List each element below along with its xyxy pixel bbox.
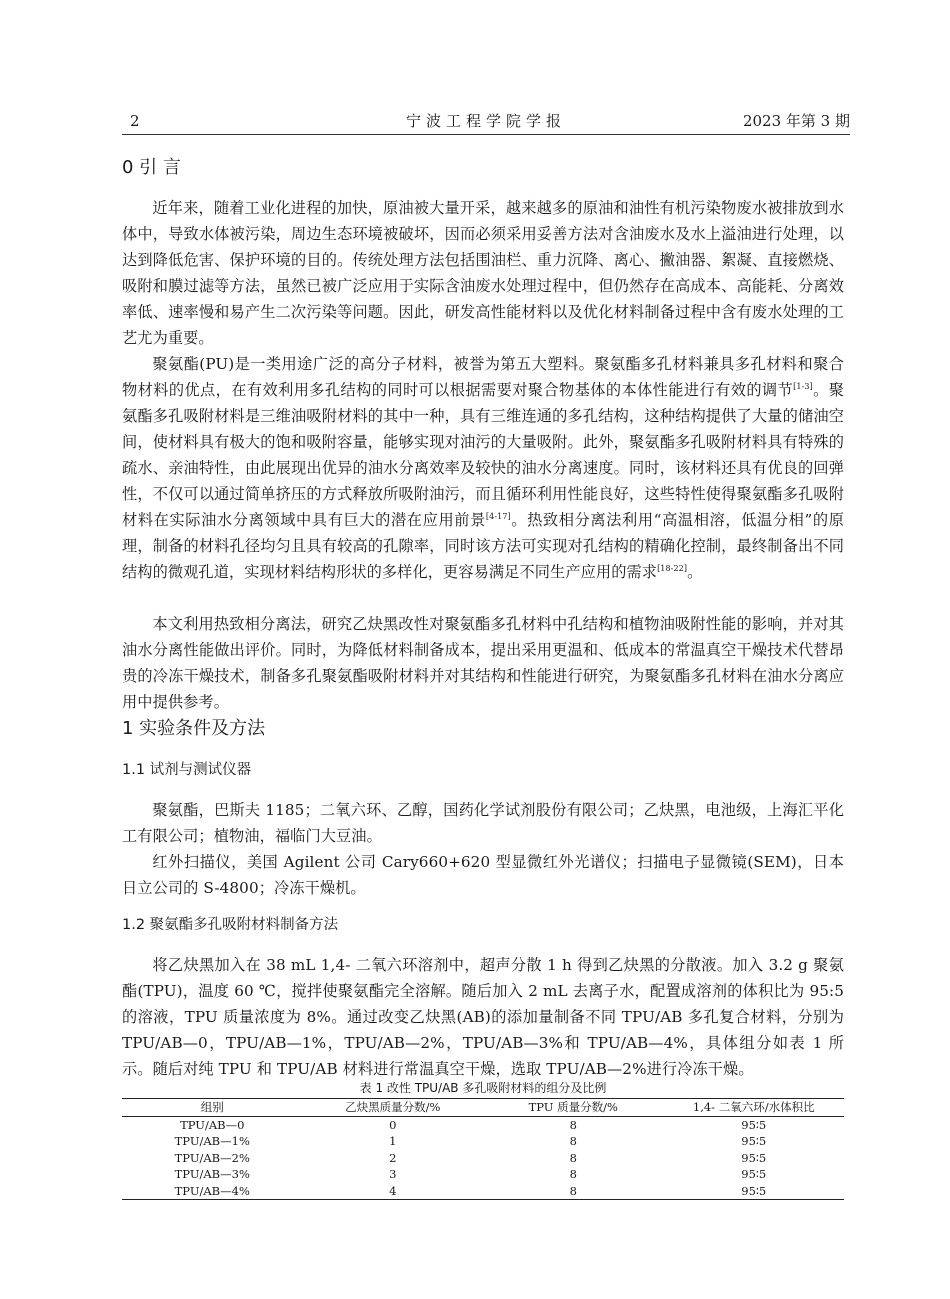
table-row <box>122 1183 844 1200</box>
table-cell: 3 <box>389 1167 397 1181</box>
page-number: 2 <box>130 112 140 130</box>
subsection-heading-reagents: 1.1 试剂与测试仪器 <box>122 762 252 778</box>
table-header-row <box>122 1099 844 1117</box>
table-cell: 1 <box>389 1134 397 1148</box>
table-cell: 8 <box>569 1117 577 1132</box>
running-header <box>122 110 850 132</box>
table-row <box>122 1150 844 1167</box>
reagents-paragraph: 聚氨酯，巴斯夫 1185；二氧六环、乙醇，国药化学试剂股份有限公司；乙炔黑，电池级，上海汇平化工有限公司；植物油，福临门大豆油。 <box>122 801 844 845</box>
subsection-heading-preparation: 1.2 聚氨酯多孔吸附材料制备方法 <box>122 917 339 933</box>
table-cell: 95∶5 <box>741 1150 767 1165</box>
intro-p2-text-3: 。热致相分离法利用“高温相溶，低温分相”的原理，制备的材料孔径均匀且具有较高的孔隙率，同时该方法可实现对孔结构的精确化控制，最终制备出不同结构的微观孔道，实现材料结构形状的多样化，更容易满足不同生产应用的需求 <box>122 511 844 581</box>
table-header-cell: 组别 <box>200 1100 224 1114</box>
citation-18-22: [18-22] <box>657 563 688 573</box>
table-cell: TPU/AB—3% <box>174 1167 250 1181</box>
intro-paragraph-3: 本文利用热致相分离法，研究乙炔黑改性对聚氨酯多孔材料中孔结构和植物油吸附性能的影响，并对其油水分离性能做出评价。同时，为降低材料制备成本，提出采用更温和、低成本的常温真空干燥技术代替昂贵的冷冻干燥技术，制备多孔聚氨酯吸附材料并对其结构和性能进行研究，为聚氨酯多孔材料在油水分离应用中提供参考。 <box>122 615 844 711</box>
table-cell: 8 <box>569 1150 577 1165</box>
instruments-paragraph: 红外扫描仪，美国 Agilent 公司 Cary660+620 型显微红外光谱仪；扫描电子显微镜(SEM)，日本日立公司的 S-4800；冷冻干燥机。 <box>122 853 844 897</box>
intro-p2-text-1: 聚氨酯(PU)是一类用途广泛的高分子材料，被誉为第五大塑料。聚氨酯多孔材料兼具多孔材料和聚合物材料的优点，在有效利用多孔结构的同时可以根据需要对聚合物基体的本体性能进行有效的调节 <box>122 355 844 399</box>
table-cell: 8 <box>569 1167 577 1181</box>
journal-title: 宁波工程学院学报 <box>405 112 566 130</box>
section-heading-introduction: 0 引 言 <box>122 157 181 178</box>
table-cell: 4 <box>389 1183 397 1198</box>
table-cell: TPU/AB—1% <box>174 1134 250 1148</box>
table-header-cell: 1,4- 二氧六环/水体积比 <box>692 1100 815 1114</box>
table-cell: TPU/AB—2% <box>174 1150 250 1165</box>
section-heading-methods: 1 实验条件及方法 <box>122 718 266 739</box>
table-cell: 95∶5 <box>741 1117 767 1132</box>
table-row <box>122 1116 844 1133</box>
intro-p2-text-2: 。聚氨酯多孔吸附材料是三维油吸附材料的其中一种，具有三维连通的多孔结构，这种结构提供了大量的储油空间，使材料具有极大的饱和吸附容量，能够实现对油污的大量吸附。此外，聚氨酯多孔吸附材料具有特殊的疏水、亲油特性，由此展现出优异的油水分离效率及较快的油水分离速度。同时，该材料还具有优良的回弹性，不仅可以通过简单挤压的方式释放所吸附油污，而且循环利用性能良好，这些特性使得聚氨酯多孔吸附材料在实际油水分离领域中具有巨大的潜在应用前景 <box>122 381 844 529</box>
table-row <box>122 1133 844 1150</box>
composition-table <box>122 1098 844 1200</box>
table-header-cell: 乙炔黑质量分数/% <box>345 1100 441 1114</box>
table-cell: 0 <box>389 1117 397 1132</box>
table-cell: TPU/AB—4% <box>174 1183 250 1198</box>
table-cell: 8 <box>569 1183 577 1198</box>
table-header-cell: TPU 质量分数/% <box>528 1100 618 1114</box>
intro-p2-text-4: 。 <box>687 563 703 581</box>
issue-label: 2023 年第 3 期 <box>742 112 850 130</box>
table-cell: 2 <box>389 1150 397 1165</box>
intro-paragraph-2 <box>122 351 844 585</box>
table-cell: 8 <box>569 1134 577 1148</box>
citation-1-3: [1-3] <box>793 381 813 391</box>
table-cell: 95∶5 <box>741 1183 767 1198</box>
table-cell: 95∶5 <box>741 1134 767 1148</box>
preparation-paragraph: 将乙炔黑加入在 38 mL 1,4- 二氧六环溶剂中，超声分散 1 h 得到乙炔黑的分散液。加入 3.2 g 聚氨酯(TPU)，温度 60 ℃，搅拌使聚氨酯完全溶解。随后加入 2 mL 去离子水，配置成溶剂的体积比为 95:5 的溶液，TPU 质量浓度为 8%。通过改变乙炔黑(AB)的添加量制备不同 TPU/AB 多孔复合材料，分别为 TPU/AB—0，TPU/AB—1%，TPU/AB—2%，TPU/AB—3%和 TPU/AB—4%，具体组分如表 1 所示。随后对纯 TPU 和 TPU/AB 材料进行常温真空干燥，选取 TPU/AB—2%进行冷冻干燥。 <box>122 956 844 1078</box>
table-row <box>122 1166 844 1183</box>
table-caption: 表 1 改性 TPU/AB 多孔吸附材料的组分及比例 <box>359 1081 607 1095</box>
header-rule <box>122 134 850 135</box>
table-cell: 95∶5 <box>741 1167 767 1181</box>
intro-paragraph-1: 近年来，随着工业化进程的加快，原油被大量开采，越来越多的原油和油性有机污染物废水被排放到水体中，导致水体被污染，周边生态环境被破坏，因而必须采用妥善方法对含油废水及水上溢油进行处理，以达到降低危害、保护环境的目的。传统处理方法包括围油栏、重力沉降、离心、撇油器、絮凝、直接燃烧、吸附和膜过滤等方法，虽然已被广泛应用于实际含油废水处理过程中，但仍然存在高成本、高能耗、分离效率低、速率慢和易产生二次污染等问题。因此，研发高性能材料以及优化材料制备过程中含有废水处理的工艺尤为重要。 <box>122 199 844 347</box>
citation-4-17: [4-17] <box>485 511 511 521</box>
table-cell: TPU/AB—0 <box>180 1117 245 1132</box>
